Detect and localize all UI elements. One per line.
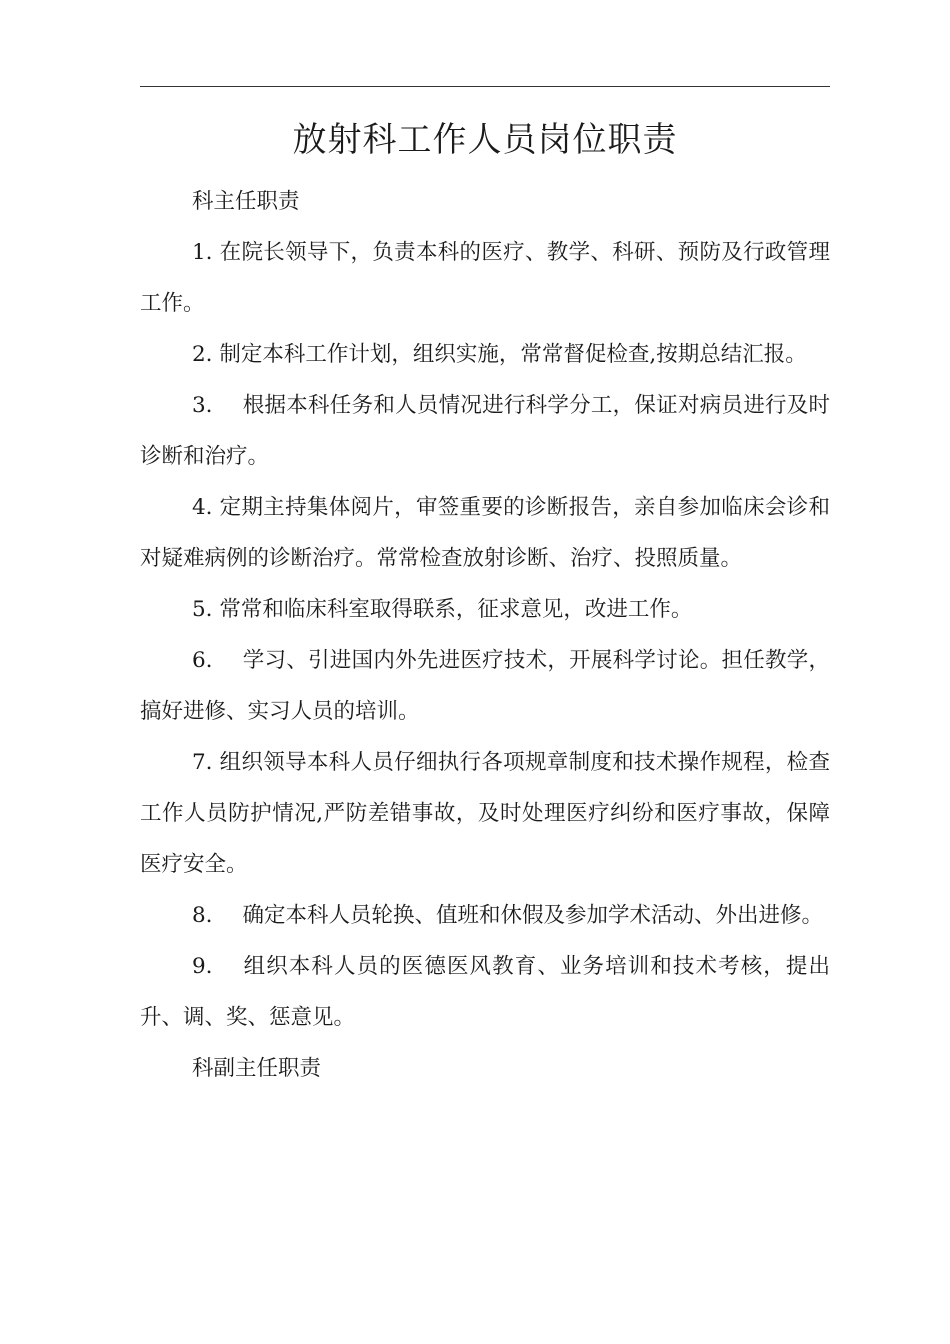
item-number: 6. — [192, 648, 213, 673]
header-rule — [140, 86, 830, 87]
item-text: 制定本科工作计划，组织实施，常常督促检查,按期总结汇报。 — [219, 342, 807, 367]
item-text: 根据本科任务和人员情况进行科学分工，保证对病员进行及时诊断和治疗。 — [140, 393, 830, 469]
item-number: 2. — [192, 342, 213, 367]
item-number: 5. — [192, 597, 213, 622]
item-text: 在院长领导下，负责本科的医疗、教学、科研、预防及行政管理工作。 — [140, 240, 830, 316]
item-text: 确定本科人员轮换、值班和休假及参加学术活动、外出进修。 — [242, 903, 824, 928]
item-number: 7. — [192, 750, 213, 775]
list-item-3 — [140, 380, 830, 482]
list-item-5 — [140, 584, 830, 635]
list-item-1 — [140, 227, 830, 329]
item-number: 8. — [192, 903, 213, 928]
item-number: 1. — [192, 240, 213, 265]
document-body — [140, 176, 830, 1094]
item-number: 9. — [192, 954, 213, 979]
list-item-6 — [140, 635, 830, 737]
list-item-9 — [140, 941, 830, 1043]
section-heading-director: 科主任职责 — [192, 189, 300, 214]
item-text: 组织领导本科人员仔细执行各项规章制度和技术操作规程，检查工作人员防护情况,严防差错事故，及时处理医疗纠纷和医疗事故，保障医疗安全。 — [140, 750, 830, 877]
page-title: 放射科工作人员岗位职责 — [292, 120, 678, 160]
section-heading-deputy-director: 科副主任职责 — [192, 1056, 322, 1081]
item-number: 4. — [192, 495, 213, 520]
item-text: 定期主持集体阅片，审签重要的诊断报告，亲自参加临床会诊和对疑难病例的诊断治疗。常常检查放射诊断、治疗、投照质量。 — [140, 495, 830, 571]
list-item-4 — [140, 482, 830, 584]
item-text: 学习、引进国内外先进医疗技术，开展科学讨论。担任教学，搞好进修、实习人员的培训。 — [140, 648, 830, 724]
list-item-7 — [140, 737, 830, 890]
list-item-2 — [140, 329, 830, 380]
list-item-8 — [140, 890, 830, 941]
item-number: 3. — [192, 393, 213, 418]
item-text: 组织本科人员的医德医风教育、业务培训和技术考核，提出升、调、奖、惩意见。 — [140, 954, 830, 1030]
item-text: 常常和临床科室取得联系，征求意见，改进工作。 — [219, 597, 693, 622]
